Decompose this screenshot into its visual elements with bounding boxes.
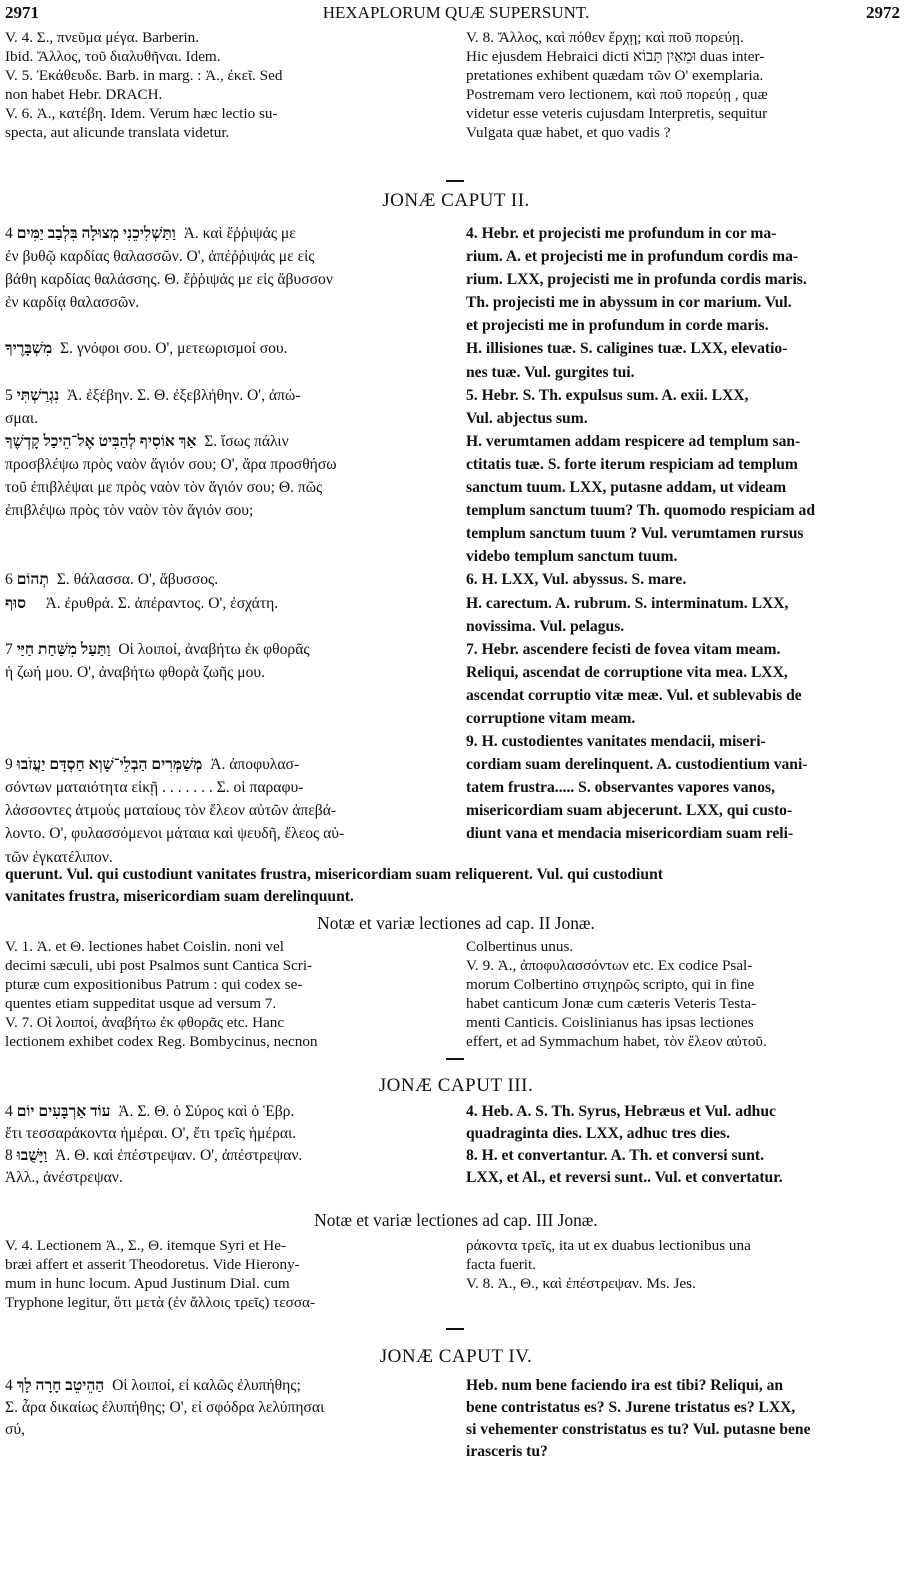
text-line — [5, 314, 450, 337]
text-line — [5, 684, 450, 707]
text-line: mum in hunc locum. Apud Justinum Dial. cum — [5, 1275, 290, 1293]
right-page-number: 2972 — [866, 3, 900, 22]
section-rule — [446, 180, 464, 182]
line-text: ἡ ζωή μου. Ο', ἀναβήτω φθορὰ ζωῆς μου. — [5, 663, 265, 681]
text-line — [5, 337, 450, 360]
hebrew-lemma: נִגְרַשְׁתִּי — [16, 386, 60, 404]
chapter-3-notes-heading: Notæ et variæ lectiones ad cap. III Jonæ. — [314, 1210, 598, 1230]
text-line — [5, 799, 450, 822]
text-line: Colbertinus unus. — [466, 938, 574, 955]
text-line: habet canticum Jonæ cum cæteris Veteris Testa- — [466, 995, 757, 1013]
text-line — [5, 1123, 450, 1145]
text-line: 7. Hebr. ascendere fecisti de fovea vitam meam. — [466, 640, 781, 658]
line-text: ἐν καρδίᾳ θαλασσῶν. — [5, 294, 140, 312]
hebrew-lemma: מְשַׁמְּרִים הַבְלֵי־שָׁוְא חַסְדָּם יַעֲזֹבוּ — [16, 756, 203, 774]
chapter-2-notes-left — [5, 937, 445, 1052]
text-line: querunt. Vul. qui custodiunt vanitates frustra, misericordiam suam reliquerent. Vul. qui custodiunt — [5, 866, 663, 883]
chapter-2-left-column — [5, 222, 450, 869]
text-line: tatem frustra..... S. observantes vapores vanos, — [466, 779, 775, 797]
text-line — [5, 499, 450, 522]
text-line: V. 7. Οἱ λοιποί, ἀναβήτω ἐκ φθορᾶς etc. Hanc — [5, 1014, 285, 1032]
line-text: λάσσοντες ἀτμοὺς ματαίους τὸν ἔλεον αὐτῶν ἀπεβά- — [5, 802, 337, 820]
chapter-2-right-column — [466, 222, 906, 846]
text-line: templum sanctum tuum? Th. quomodo respiciam ad — [466, 502, 816, 520]
text-line: pretationes exhibent quædam τῶν Ο' exemplaria. — [466, 67, 764, 85]
text-line — [5, 753, 450, 776]
text-line: misericordiam suam abjecerunt. LXX, qui custo- — [466, 802, 793, 820]
text-line — [5, 1397, 450, 1419]
hebrew-lemma: וַתַּשְׁלִיכֵנִי מְצוּלָה בִּלְבַב יַמִּים — [16, 225, 176, 242]
line-text: 7 Οἱ λοιποί, ἀναβήτω ἐκ φθορᾶς — [5, 640, 310, 658]
text-line — [5, 1145, 450, 1167]
chapter-2-heading: JONÆ CAPUT II. — [382, 190, 530, 211]
text-line: bræi affert et asserit Theodoretus. Vide Hierony- — [5, 1256, 300, 1274]
line-text: ἔτι τεσσαράκοντα ἡμέραι. Ο', ἔτι τρεῖς ἡμέραι. — [5, 1125, 297, 1142]
text-line: V. 8. Ἄλλος, καὶ πόθεν ἔρχῃ; καὶ ποῦ πορεύῃ. — [466, 29, 744, 46]
text-line: rium. A. et projecisti me in profundum cordis ma- — [466, 248, 799, 266]
text-line: Hic ejusdem Hebraici dicti וּמֵאַיִן תָּבוֹא duas inter- — [466, 48, 765, 66]
text-line: pturæ cum expositionibus Patrum : qui codex se- — [5, 976, 303, 994]
text-line — [5, 592, 450, 615]
text-line — [5, 822, 450, 845]
text-line: Th. projecisti me in abyssum in cor marium. Vul. — [466, 294, 792, 312]
text-line: facta fuerit. — [466, 1256, 536, 1274]
text-line — [5, 1167, 450, 1189]
text-line — [5, 245, 450, 268]
text-line: videbo templum sanctum tuum. — [466, 548, 678, 566]
text-line: sanctum tuum. LXX, putasne addam, ut videam — [466, 479, 787, 497]
text-line: quentes etiam suppeditat usque ad versum 7. — [5, 995, 277, 1013]
line-text: Σ. ἴσως πάλιν — [196, 432, 289, 450]
line-text: σύ, — [5, 1421, 26, 1438]
text-line: Reliqui, ascendat de corruptione vita mea. LXX, — [466, 663, 788, 681]
line-text: ἐν βυθῷ καρδίας θαλασσῶν. Ο', ἀπέῤῥιψάς με εἰς — [5, 248, 315, 266]
line-text: τῶν ἐγκατέλιπον. — [5, 848, 113, 866]
chapter-4-right-column — [466, 1375, 906, 1463]
hebrew-lemma: וַתַּעַל מִשַּׁחַת חַיַּי — [16, 640, 111, 658]
text-line: LXX, et Al., et reversi sunt.. Vul. et convertatur. — [466, 1169, 783, 1186]
text-line: videtur esse veteris cujusdam Interpretis, sequitur — [466, 105, 768, 123]
text-line: 5. Hebr. S. Th. expulsus sum. A. exii. LXX, — [466, 386, 749, 404]
line-text: 5 Ἀ. ἐξέβην. Σ. Θ. ἐξεβλήθην. Ο', ἀπώ- — [5, 386, 301, 404]
text-line — [5, 1419, 450, 1441]
text-line: 6. H. LXX, Vul. abyssus. S. mare. — [466, 571, 687, 589]
text-line — [5, 615, 450, 638]
line-text: 6 Σ. θάλασσα. Ο', ἄβυσσος. — [5, 571, 219, 589]
text-line: effert, et ad Symmachum habet, τὸν ἔλεον αὐτοῦ. — [466, 1033, 767, 1051]
line-text: 9 Ἀ. ἀποφυλασ- — [5, 756, 300, 774]
line-text: 8 Ἀ. Θ. καὶ ἐπέστρεψαν. Ο', ἀπέστρεψαν. — [5, 1147, 303, 1164]
text-line: novissima. Vul. pelagus. — [466, 617, 625, 635]
text-line — [5, 222, 450, 245]
line-text: Ἀλλ., ἀνέστρεψαν. — [5, 1169, 123, 1186]
line-text: σμαι. — [5, 409, 39, 427]
text-line — [5, 661, 450, 684]
hebrew-lemma: מִשְׁבָּרֶיךָ — [5, 340, 53, 358]
text-line: diunt vana et mendacia misericordiam suam reli- — [466, 825, 794, 843]
text-line: templum sanctum tuum ? Vul. verumtamen rursus — [466, 525, 804, 543]
text-line — [5, 776, 450, 799]
text-line: H. carectum. A. rubrum. S. interminatum. LXX, — [466, 594, 789, 612]
line-text: βάθη καρδίας θαλάσσης. Θ. ἔῤῥιψάς με εἰς ἄβυσσον — [5, 271, 333, 289]
text-line: Ibid. Ἄλλος, τοῦ διαλυθῆναι. Idem. — [5, 48, 221, 66]
text-line: V. 9. Ἀ., ἀποφυλασσόντων etc. Ex codice Psal- — [466, 957, 753, 975]
left-page-number: 2971 — [5, 3, 39, 22]
text-line — [5, 453, 450, 476]
text-line: V. 6. Ἀ., κατέβη. Idem. Verum hæc lectio su- — [5, 105, 278, 123]
text-line: cordiam suam derelinquent. A. custodientium vani- — [466, 756, 808, 774]
text-line: H. illisiones tuæ. S. caligines tuæ. LXX, elevatio- — [466, 340, 788, 358]
chapter-3-notes-right — [466, 1236, 906, 1293]
text-line — [5, 1101, 450, 1123]
line-text: 4 Ἀ. καὶ ἔῤῥιψάς με — [5, 225, 296, 242]
line-text: Σ. γνόφοι σου. Ο', μετεωρισμοί σου. — [52, 340, 288, 358]
chapter-4-left-column — [5, 1375, 450, 1441]
text-line — [5, 522, 450, 545]
chapter-4-heading: JONÆ CAPUT IV. — [379, 1346, 533, 1367]
text-line: H. verumtamen addam respicere ad templum san- — [466, 432, 801, 450]
chapter-2-notes-right — [466, 937, 906, 1052]
intro-left-notes — [5, 28, 445, 143]
text-line: Vulgata quæ habet, et quo vadis ? — [466, 124, 671, 142]
text-line: et projecisti me in profundum in corde maris. — [466, 317, 769, 335]
line-text: Ἀ. ἐρυθρά. Σ. ἀπέραντος. Ο', ἐσχάτη. — [25, 594, 279, 612]
line-text: ἐπιβλέψω πρὸς τὸν ναὸν τὸν ἅγιόν σου; — [5, 502, 254, 520]
text-line: nes tuæ. Vul. gurgites tui. — [466, 363, 635, 381]
intro-right-notes — [466, 28, 906, 143]
text-line — [5, 407, 450, 430]
hebrew-lemma: וַיָּשֻׁבוּ — [16, 1147, 48, 1164]
text-line: Heb. num bene faciendo ira est tibi? Reliqui, an — [466, 1377, 784, 1394]
text-line: quadraginta dies. LXX, adhuc tres dies. — [466, 1125, 730, 1142]
chapter-2-full-width-text — [5, 864, 905, 908]
text-line: V. 4. Lectionem Ἀ., Σ., Θ. itemque Syri et He- — [5, 1237, 287, 1254]
text-line — [5, 638, 450, 661]
section-rule — [446, 1058, 464, 1060]
chapter-3-left-column — [5, 1101, 450, 1189]
line-text: λοντο. Ο', φυλασσόμενοι μάταια καὶ ψευδῆ, ἔλεος αὐ- — [5, 825, 345, 843]
text-line: corruptione vitam meam. — [466, 709, 636, 727]
hebrew-lemma: סוּף — [5, 594, 26, 612]
line-text: τοῦ ἐπιβλέψαι με πρὸς ναὸν τὸν ἅγιόν σου; Θ. πῶς — [5, 479, 323, 497]
text-line: non habet Hebr. DRACH. — [5, 86, 163, 104]
line-text: Σ. ἆρα δικαίως ἐλυπήθης; Ο', εἰ σφόδρα λελύπησαι — [5, 1399, 325, 1416]
hebrew-lemma: הַהֵיטֵב חָרָה לָךְ — [16, 1377, 105, 1394]
line-text: 4 Οἱ λοιποί, εἰ καλῶς ἐλυπήθης; — [5, 1377, 301, 1394]
chapter-3-notes-left — [5, 1236, 445, 1312]
text-line: Vul. abjectus sum. — [466, 409, 588, 427]
text-line — [5, 730, 450, 753]
text-line: 4. Heb. A. S. Th. Syrus, Hebræus et Vul. adhuc — [466, 1103, 776, 1120]
text-line: morum Colbertino στιχηρῶς scripto, qui in fine — [466, 976, 755, 994]
text-line — [5, 545, 450, 568]
text-line: V. 8. Ἀ., Θ., καὶ ἐπέστρεψαν. Ms. Jes. — [466, 1275, 696, 1293]
text-line — [5, 430, 450, 453]
line-text: σόντων ματαιότητα εἰκῇ . . . . . . . Σ. οἱ παραφυ- — [5, 779, 304, 797]
chapter-2-notes-heading: Notæ et variæ lectiones ad cap. II Jonæ. — [317, 913, 595, 933]
text-line: 8. H. et convertantur. A. Th. et conversi sunt. — [466, 1147, 765, 1164]
text-line — [5, 707, 450, 730]
chapter-3-right-column — [466, 1101, 906, 1189]
text-line: specta, aut alicunde translata videtur. — [5, 124, 230, 142]
text-line — [5, 384, 450, 407]
text-line: irasceris tu? — [466, 1443, 548, 1460]
text-line — [5, 291, 450, 314]
text-line: rium. LXX, projecisti me in profunda cordis maris. — [466, 271, 807, 289]
text-line: Tryphone legitur, ὅτι μετὰ (ἐν ἄλλοις τρεῖς) τεσσα- — [5, 1294, 316, 1312]
text-line — [5, 361, 450, 384]
text-line — [5, 268, 450, 291]
text-line: V. 1. Ἀ. et Θ. lectiones habet Coislin. noni vel — [5, 938, 284, 955]
text-line: ascendat corruptio vitæ meæ. Vul. et sublevabis de — [466, 686, 802, 704]
text-line — [5, 568, 450, 591]
text-line: V. 5. Ἐκάθευδε. Barb. in marg. : Ἀ., ἐκεῖ. Sed — [5, 67, 283, 85]
line-text: 4 Ἀ. Σ. Θ. ὁ Σύρος καὶ ὁ Ἑβρ. — [5, 1103, 295, 1120]
text-line: vanitates frustra, misericordiam suam derelinquunt. — [5, 888, 354, 905]
hebrew-lemma: תְהוֹם — [16, 571, 49, 589]
hebrew-lemma: עוֹד אַרְבָּעִים יוֹם — [16, 1103, 111, 1120]
running-title: HEXAPLORUM QUÆ SUPERSUNT. — [322, 3, 590, 22]
text-line: lectionem exhibet codex Reg. Bombycinus, necnon — [5, 1033, 318, 1051]
text-line: bene contristatus es? S. Jurene tristatus es? LXX, — [466, 1399, 796, 1416]
chapter-3-heading: JONÆ CAPUT III. — [378, 1075, 534, 1096]
text-line: Postremam vero lectionem, καὶ ποῦ πορεύῃ , quæ — [466, 86, 768, 104]
text-line — [5, 1375, 450, 1397]
hebrew-lemma: אַךְ אוֹסִיף לְהַבִּיט אֶל־הֵיכַל קָדְשֶׁךָ — [5, 432, 197, 450]
text-line: decimi sæculi, ubi post Psalmos sunt Cantica Scri- — [5, 957, 313, 975]
text-line: menti Canticis. Coislinianus has ipsas lectiones — [466, 1014, 754, 1032]
text-line: si vehementer constristatus es tu? Vul. putasne bene — [466, 1421, 811, 1438]
text-line — [5, 476, 450, 499]
text-line: 9. H. custodientes vanitates mendacii, miseri- — [466, 733, 766, 751]
text-line: ctitatis tuæ. S. forte iterum respiciam ad templum — [466, 455, 798, 473]
text-line: 4. Hebr. et projecisti me profundum in cor ma- — [466, 225, 777, 242]
text-line: V. 4. Σ., πνεῦμα μέγα. Barberin. — [5, 29, 200, 46]
text-line: ράκοντα τρεῖς, ita ut ex duabus lectionibus una — [466, 1237, 751, 1254]
section-rule — [446, 1328, 464, 1330]
line-text: προσβλέψω πρὸς ναὸν ἅγιόν σου; Ο', ἄρα προσθήσω — [5, 455, 337, 473]
